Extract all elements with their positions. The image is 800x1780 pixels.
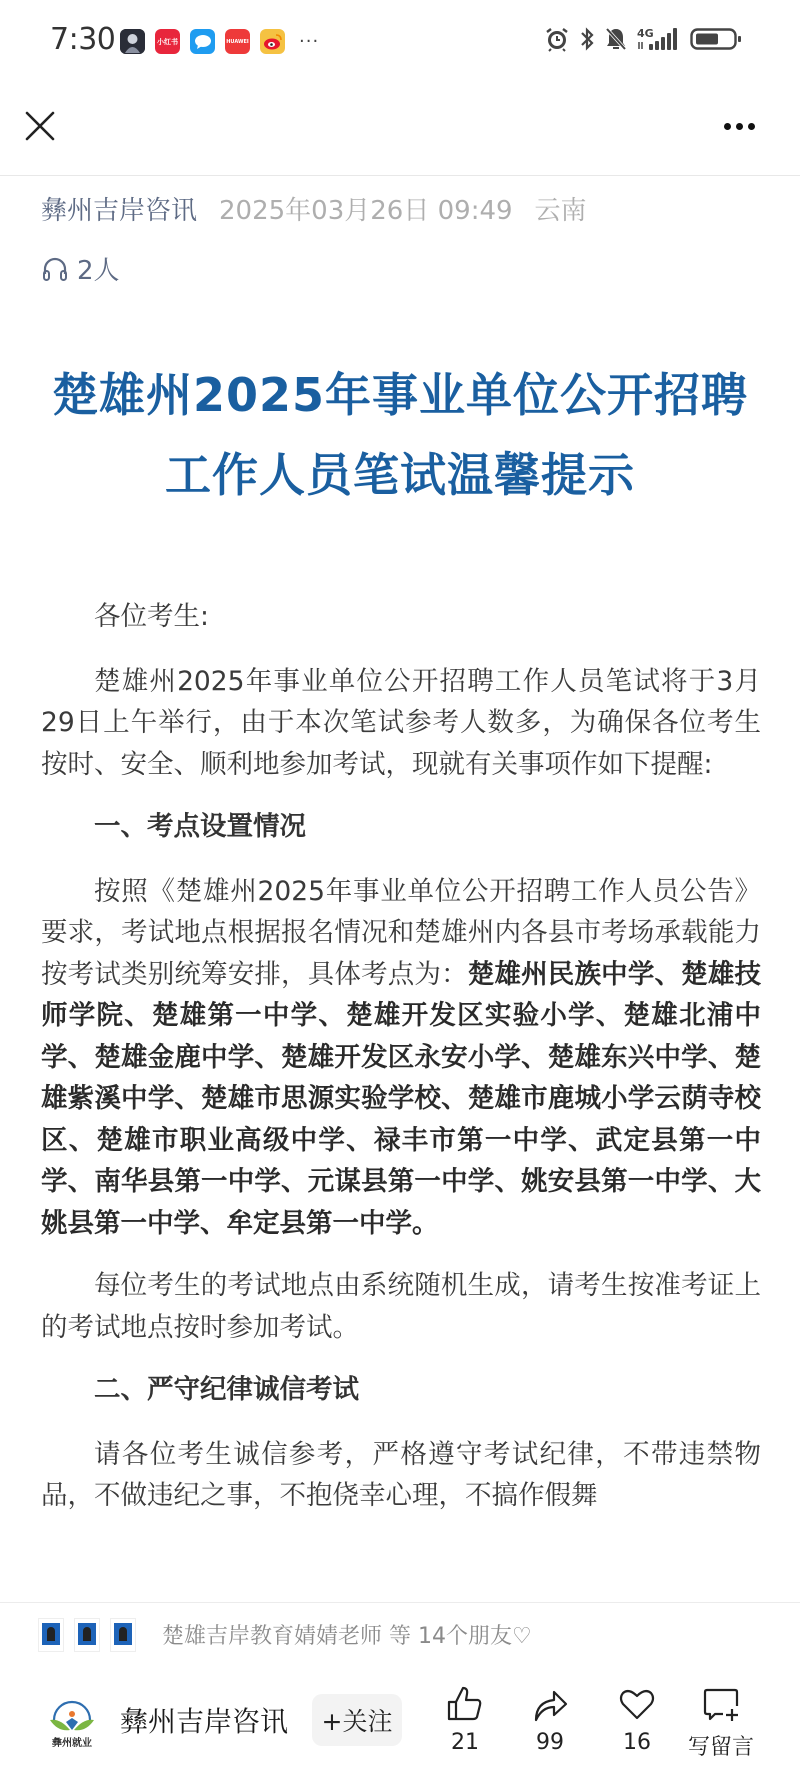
- section-1-text: 按照《楚雄州2025年事业单位公开招聘工作人员公告》要求，考试地点根据报名情况和楚雄州内各县市考场承载能力按考试类别统筹安排，具体考点为：: [41, 875, 761, 990]
- article-body: [41, 596, 761, 1538]
- greeting: 各位考生:: [94, 601, 209, 632]
- 4g-signal-icon: [637, 26, 681, 52]
- avatar: [110, 1618, 136, 1652]
- more-icon-dot: [724, 123, 731, 130]
- share-count: 99: [536, 1730, 564, 1755]
- bottom-action-bar: [0, 1666, 800, 1780]
- headphones-icon: [41, 255, 69, 283]
- top-nav: [0, 80, 800, 176]
- exam-venues-list: 楚雄州民族中学、楚雄技师学院、楚雄第一中学、楚雄开发区实验小学、楚雄北浦中学、楚雄金鹿中学、楚雄开发区永安小学、楚雄东兴中学、楚雄紫溪中学、楚雄市思源实验学校、楚雄市鹿城小学云荫寺校区、楚雄市职业高级中学、禄丰市第一中学、武定县第一中学、南华县第一中学、元谋县第一中学、姚安县第一中学、大姚县第一中学、牟定县第一中学。: [41, 958, 762, 1239]
- status-bar: [0, 0, 800, 80]
- favorite-button[interactable]: [592, 1684, 682, 1755]
- friends-liked-bar[interactable]: [0, 1602, 800, 1666]
- listen-count-text: 2人: [77, 256, 120, 286]
- publish-region: 云南: [534, 196, 587, 226]
- weibo-app-icon: [260, 29, 285, 54]
- close-button[interactable]: [22, 108, 58, 144]
- messages-app-icon: [190, 29, 215, 54]
- write-comment-button[interactable]: [676, 1684, 766, 1761]
- section-2-heading: 二、严守纪律诚信考试: [94, 1374, 359, 1405]
- article-meta: [41, 190, 587, 227]
- account-name[interactable]: 彝州吉岸咨讯: [120, 1705, 289, 1738]
- friends-liked-text: 楚雄吉岸教育婧婧老师 等 14个朋友♡: [162, 1624, 532, 1649]
- anime-avatar-app-icon: [120, 29, 145, 54]
- avatar: [74, 1618, 100, 1652]
- write-comment-label: 写留言: [687, 1735, 754, 1760]
- section-1-note: 每位考生的考试地点由系统随机生成，请考生按准考证上的考试地点按时参加考试。: [41, 1270, 761, 1343]
- status-time: 7:30: [50, 22, 116, 57]
- title-line-2: 工作人员笔试温馨提示: [165, 448, 635, 502]
- more-icon-dot: [748, 123, 755, 130]
- battery-icon: [690, 26, 742, 52]
- avatar: [38, 1618, 64, 1652]
- like-button[interactable]: [420, 1684, 510, 1755]
- account-logo[interactable]: [44, 1694, 100, 1754]
- notification-icons: [120, 29, 319, 54]
- article-title: [0, 355, 800, 515]
- heart-icon: [617, 1684, 657, 1724]
- close-icon: [22, 108, 58, 144]
- svg-text:彝州就业: 彝州就业: [52, 1738, 92, 1749]
- alarm-icon: [544, 26, 570, 52]
- favorite-count: 16: [623, 1730, 651, 1755]
- xiaohongshu-app-icon: 小红书: [155, 29, 180, 54]
- mute-icon: [604, 26, 628, 52]
- comment-add-icon: [701, 1684, 741, 1724]
- section-1-heading: 一、考点设置情况: [94, 811, 306, 842]
- system-icons: [544, 26, 742, 52]
- share-icon: [530, 1684, 570, 1724]
- share-button[interactable]: [505, 1684, 595, 1755]
- section-1-paragraph: [41, 871, 761, 1245]
- friend-avatars: [38, 1618, 136, 1652]
- svg-text:4G: 4G: [637, 27, 654, 40]
- thumbs-up-icon: [445, 1684, 485, 1724]
- section-2-paragraph: 请各位考生诚信参考，严格遵守考试纪律，不带违禁物品，不做违纪之事，不抱侥幸心理，不搞作假舞: [41, 1438, 761, 1511]
- intro-paragraph: 楚雄州2025年事业单位公开招聘工作人员笔试将于3月29日上午举行，由于本次笔试参考人数多，为确保各位考生按时、安全、顺利地参加考试，现就有关事项作如下提醒:: [41, 665, 761, 780]
- bluetooth-icon: [579, 26, 595, 52]
- author-link[interactable]: 彝州吉岸咨讯: [41, 196, 198, 226]
- title-line-1: 楚雄州2025年事业单位公开招聘: [51, 368, 749, 422]
- like-count: 21: [451, 1730, 479, 1755]
- more-icon-dot: [736, 123, 743, 130]
- listen-count[interactable]: [41, 250, 120, 287]
- more-options-button[interactable]: [724, 116, 764, 136]
- follow-button[interactable]: +关注: [312, 1694, 402, 1746]
- publish-date: 2025年03月26日 09:49: [219, 196, 513, 226]
- huawei-store-app-icon: HUAWEI: [225, 29, 250, 54]
- more-notifications-icon: ···: [299, 31, 320, 52]
